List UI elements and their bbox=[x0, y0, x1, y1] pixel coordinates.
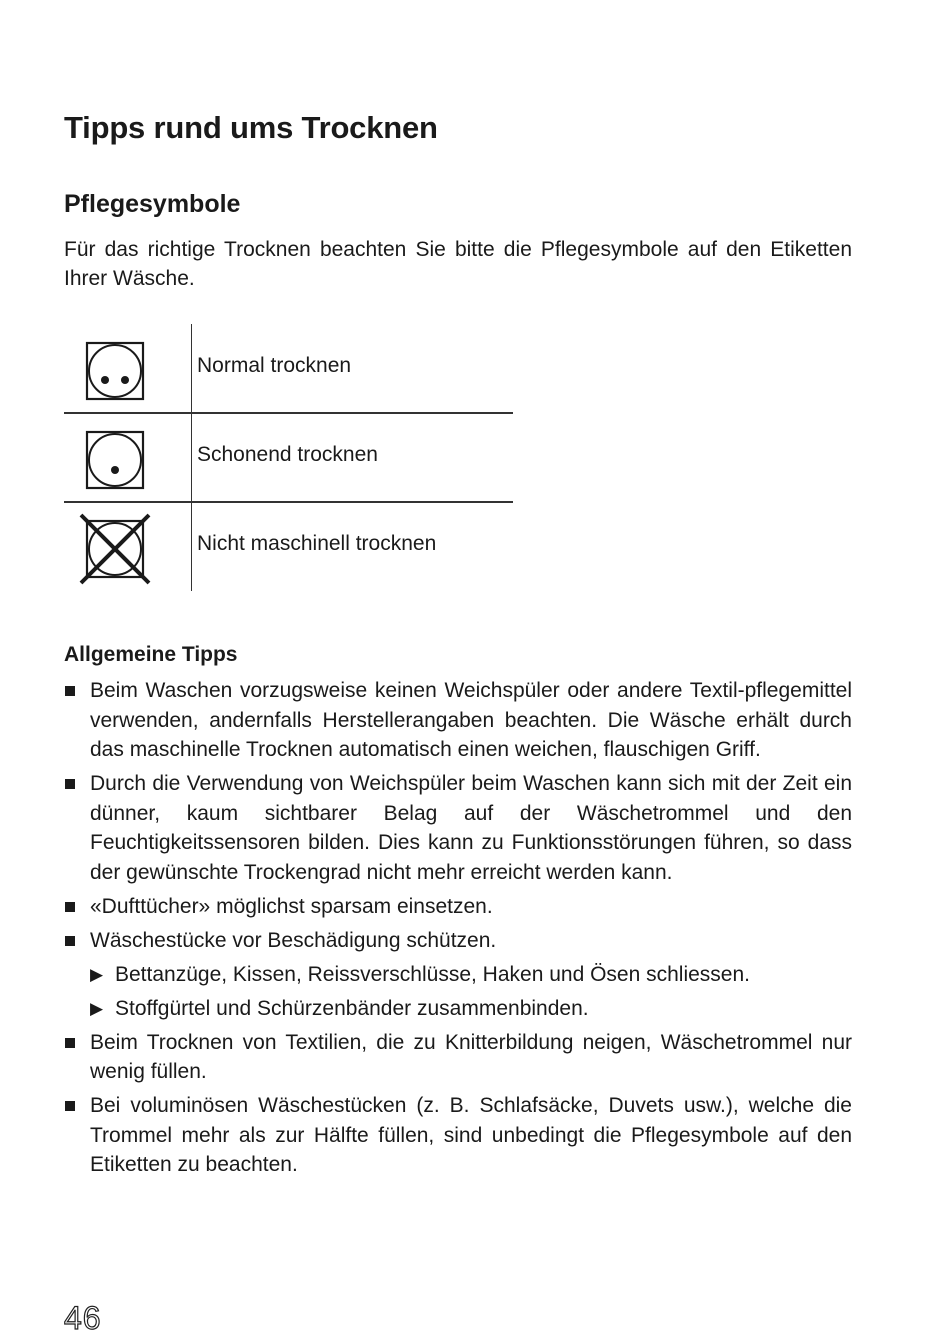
tip-text: Wäschestücke vor Beschädigung schützen. bbox=[90, 928, 497, 952]
intro-paragraph: Für das richtige Trocknen beachten Sie bitte die Pflegesymbole auf den Etiketten Ihrer Wäsche. bbox=[64, 238, 852, 290]
bullet-square-icon bbox=[65, 1101, 75, 1111]
list-item bbox=[64, 1028, 852, 1087]
tip-text: Beim Trocknen von Textilien, die zu Knitterbildung neigen, Wäschetrommel nur wenig füllen. bbox=[90, 1030, 852, 1083]
list-item bbox=[64, 926, 852, 956]
arrow-right-icon: ▶ bbox=[90, 998, 104, 1018]
care-symbol-table bbox=[64, 324, 513, 591]
list-item bbox=[64, 676, 852, 765]
bullet-square-icon bbox=[65, 779, 75, 789]
arrow-right-icon: ▶ bbox=[90, 964, 104, 984]
sub-tip-text: Stoffgürtel und Schürzenbänder zusammenbinden. bbox=[115, 996, 589, 1020]
tip-text: Durch die Verwendung von Weichspüler beim Waschen kann sich mit der Zeit ein dünner, kaum sichtbarer Belag auf der Wäschetrommel und den Feuchtigkeitssensoren bilden. Dies kann zu Funktionsstörungen führen, so dass der gewünschte Trockengrad nicht mehr erreicht werden kann. bbox=[90, 772, 852, 884]
tips-title: Allgemeine Tipps bbox=[64, 643, 238, 666]
symbol-label-gentle: Schonend trocknen bbox=[197, 443, 378, 466]
bullet-square-icon bbox=[65, 686, 75, 696]
list-item bbox=[64, 769, 852, 887]
symbol-row-normal bbox=[64, 324, 513, 413]
dryer-crossed-icon bbox=[78, 512, 152, 586]
bullet-square-icon bbox=[65, 902, 75, 912]
tip-text: Bei voluminösen Wäschestücken (z. B. Schlafsäcke, Duvets usw.), welche die Trommel mehr als zur Hälfte füllen, sind unbedingt die Pflegesymbole auf den Etiketten zu beachten. bbox=[90, 1094, 852, 1176]
bullet-square-icon bbox=[65, 936, 75, 946]
dryer-one-dot-icon bbox=[78, 423, 152, 497]
page-number: 46 bbox=[64, 1300, 102, 1336]
tip-text: Beim Waschen vorzugsweise keinen Weichspüler oder andere Textil-pflegemittel verwenden, andernfalls Herstellerangaben beachten. Die Wäsche erhält durch das maschinelle Trocknen automatisch einen weichen, flauschigen Griff. bbox=[90, 679, 852, 761]
list-item bbox=[64, 892, 852, 922]
sub-list-item bbox=[64, 960, 852, 990]
dryer-two-dots-icon bbox=[78, 334, 152, 408]
list-item bbox=[64, 1091, 852, 1180]
page-title: Tipps rund ums Trocknen bbox=[64, 110, 438, 145]
symbol-row-gentle bbox=[64, 413, 513, 502]
sub-tip-text: Bettanzüge, Kissen, Reissverschlüsse, Haken und Ösen schliessen. bbox=[115, 962, 750, 986]
symbol-label-normal: Normal trocknen bbox=[197, 354, 352, 377]
bullet-square-icon bbox=[65, 1038, 75, 1048]
tips-list bbox=[64, 676, 852, 1184]
sub-list-item bbox=[64, 994, 852, 1024]
symbol-row-no-machine bbox=[64, 502, 513, 591]
section-title: Pflegesymbole bbox=[64, 190, 241, 218]
symbol-label-no-machine: Nicht maschinell trocknen bbox=[197, 532, 437, 555]
tip-text: «Dufttücher» möglichst sparsam einsetzen. bbox=[90, 894, 493, 918]
